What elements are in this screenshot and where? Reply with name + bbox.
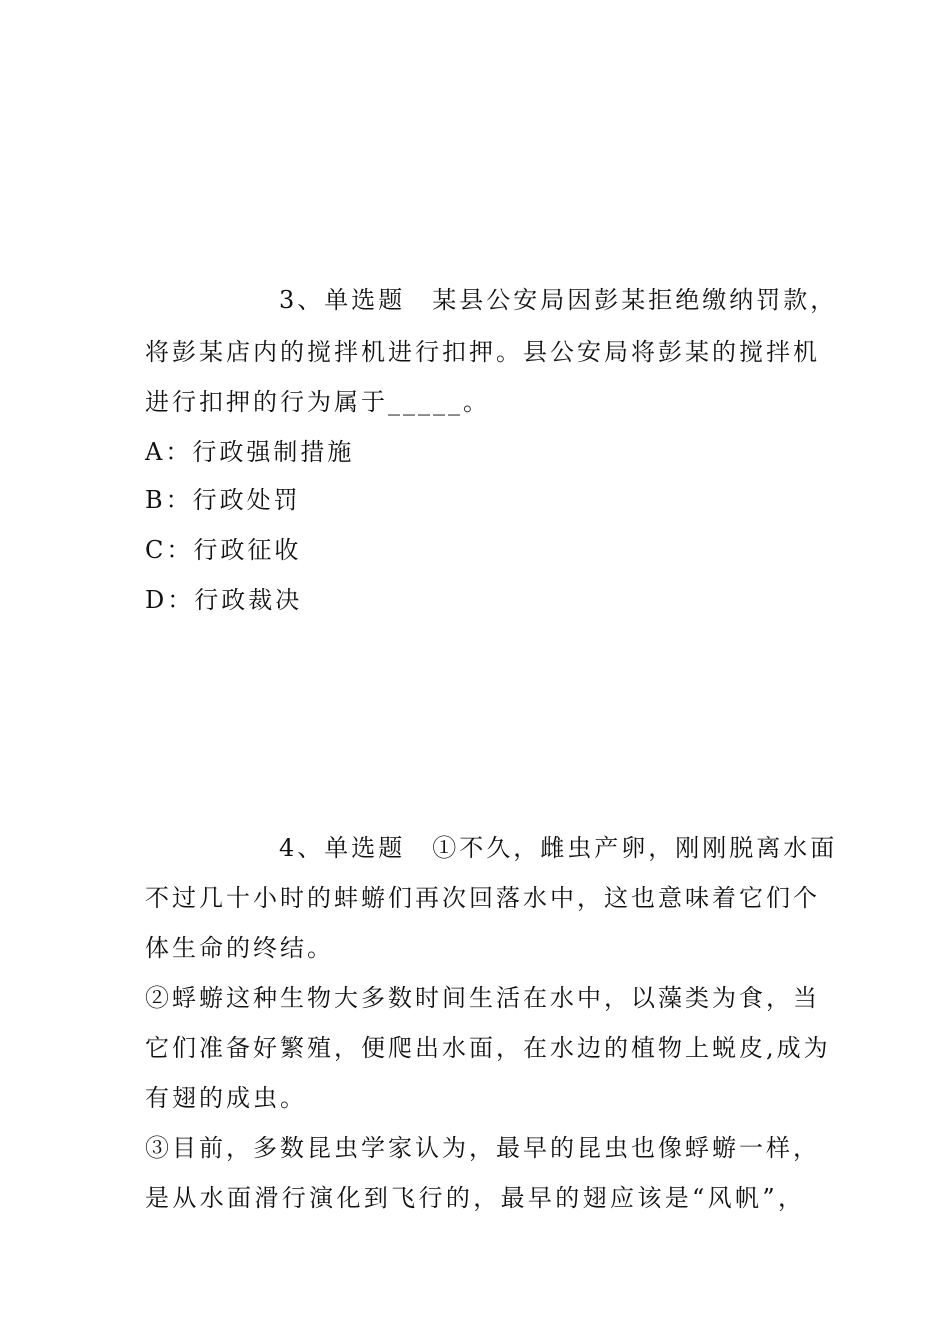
q3-option-c: C：行政征收 [145,536,302,564]
q4-line-2: 不过几十小时的蚌蝣们再次回落水中，这也意味着它们个 [145,884,820,912]
q3-option-b: B：行政处罚 [145,486,301,514]
q4-line-1: 4、单选题 ①不久，雌虫产卵，刚刚脱离水面 [279,834,838,862]
q4-line-8: 是从水面滑行演化到飞行的，最早的翅应该是“风帆”， [145,1184,805,1212]
q3-line-3: 进行扣押的行为属于_____。 [145,388,490,416]
q4-line-4: ②蜉蝣这种生物大多数时间生活在水中，以藻类为食，当 [145,984,820,1012]
q3-option-a: A：行政强制措施 [145,438,355,466]
q4-line-7: ③目前，多数昆虫学家认为，最早的昆虫也像蜉蝣一样， [145,1134,820,1162]
q3-option-d: D：行政裁决 [145,586,303,614]
q3-line-2: 将彭某店内的搅拌机进行扣押。县公安局将彭某的搅拌机 [145,338,820,366]
q4-line-3: 体生命的终结。 [145,934,334,962]
q4-line-6: 有翅的成虫。 [145,1084,307,1112]
q3-line-1: 3、单选题 某县公安局因彭某拒绝缴纳罚款， [279,286,838,314]
q4-line-5: 它们准备好繁殖，便爬出水面，在水边的植物上蜕皮,成为 [145,1034,831,1062]
